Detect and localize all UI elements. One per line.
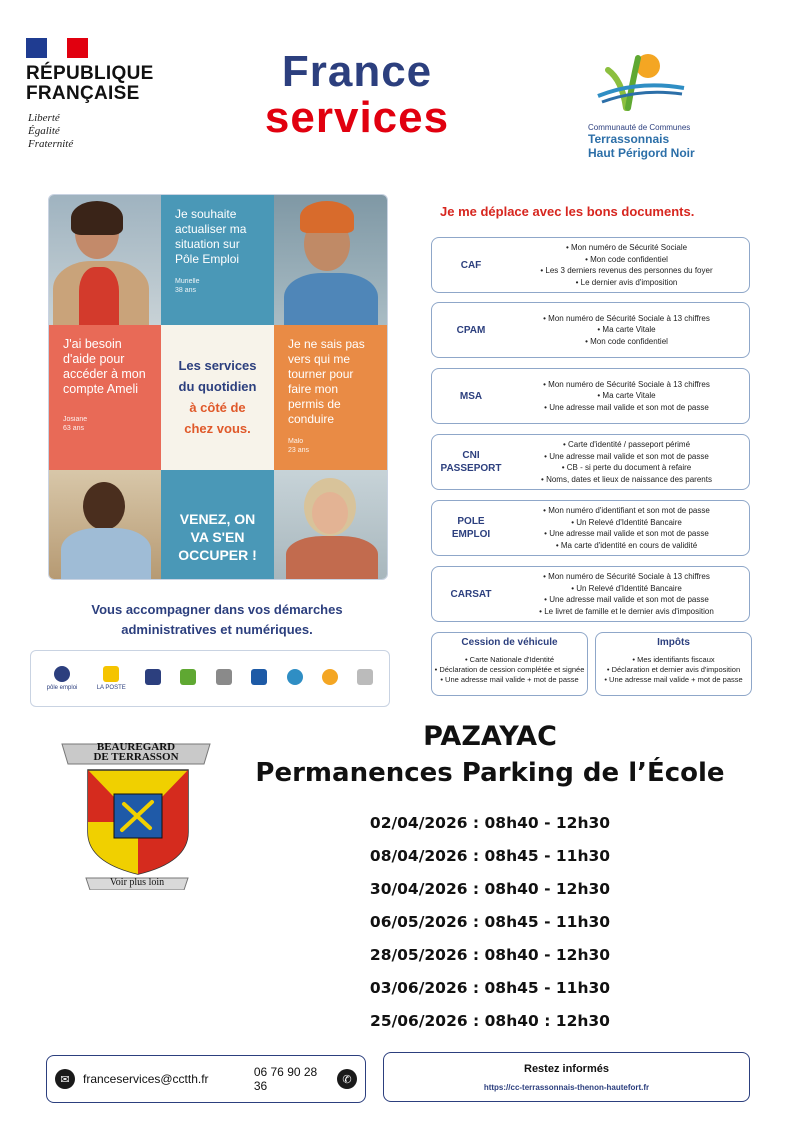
french-flag-logo <box>26 38 88 58</box>
permanences-title: Permanences Parking de l’École <box>255 758 725 788</box>
partner-pole-emploi: pôle emploi <box>47 666 78 691</box>
contact-phone[interactable]: 06 76 90 28 36 <box>253 1065 318 1093</box>
doc-section-msa: MSA • Mon numéro de Sécurité Sociale à 13 chiffres • Ma carte Vitale • Une adresse mail valide et son mot de passe <box>431 368 750 424</box>
date-entry: 03/06/2026 : 08h45 - 11h30 <box>369 979 611 997</box>
partner-logo-9 <box>357 669 373 688</box>
contact-box <box>46 1055 366 1103</box>
republique-francaise-title: RÉPUBLIQUE FRANÇAISE <box>26 63 154 104</box>
france-services-logo: France services <box>264 47 450 142</box>
info-box <box>383 1052 750 1102</box>
cc-name-line1: Terrassonnais <box>588 132 670 146</box>
partner-logo-3 <box>145 669 161 688</box>
date-entry: 06/05/2026 : 08h45 - 11h30 <box>369 913 611 931</box>
date-entry: 30/04/2026 : 08h40 - 12h30 <box>369 880 611 898</box>
partners-logos <box>30 650 390 707</box>
doc-section-cni-passeport: CNI PASSEPORT • Carte d'identité / passeport périmé • Une adresse mail valide et son mot de passe • CB - si perte du document à refaire • Noms, dates et lieux de naissance des parents <box>431 434 750 490</box>
cc-subtitle: Communauté de Communes <box>588 123 691 132</box>
photo-man-glasses <box>49 470 161 579</box>
doc-section-cpam: CPAM • Mon numéro de Sécurité Sociale à 13 chiffres • Ma carte Vitale • Mon code confidentiel <box>431 302 750 358</box>
tile-murielle: Je souhaite actualiser ma situation sur Pôle Emploi Murielle 38 ans <box>161 195 274 325</box>
cc-name-line2: Haut Périgord Noir <box>588 146 695 160</box>
communaute-communes-logo <box>588 50 728 160</box>
doc-section-vehicule: Cession de véhicule • Carte Nationale d'Identité • Déclaration de cession complétée et signée • Une adresse mail valide + mot de passe <box>431 632 588 696</box>
partner-logo-6 <box>251 669 267 688</box>
doc-section-impots: Impôts • Mes identifiants fiscaux • Déclaration et dernier avis d'imposition • Une adresse mail valide + mot de passe <box>595 632 752 696</box>
documents-title: Je me déplace avec les bons documents. <box>440 204 695 219</box>
tile-cta: VENEZ, ON VA S'EN OCCUPER ! <box>161 470 274 579</box>
france-services-poster <box>48 194 388 580</box>
contact-email[interactable]: franceservices@cctth.fr <box>83 1072 209 1086</box>
tile-josiane: J'ai besoin d'aide pour accéder à mon compte Ameli Josiane 63 ans <box>49 325 161 470</box>
town-title: PAZAYAC <box>423 721 557 752</box>
phone-icon: ✆ <box>337 1069 357 1089</box>
doc-section-carsat: CARSAT • Mon numéro de Sécurité Sociale à 13 chiffres • Un Relevé d'Identité Bancaire • Une adresse mail valide et son mot de passe • Le livret de famille et le dernier avis d'imposition <box>431 566 750 622</box>
partner-logo-7 <box>287 669 303 688</box>
mail-icon: ✉ <box>55 1069 75 1089</box>
photo-woman-glasses <box>274 470 387 579</box>
date-entry: 25/06/2026 : 08h40 : 12h30 <box>370 1012 610 1030</box>
partner-logo-8 <box>322 669 338 688</box>
date-entry: 02/04/2026 : 08h40 - 12h30 <box>369 814 611 832</box>
dates-list <box>330 811 650 1042</box>
photo-man-beanie <box>274 195 387 325</box>
doc-section-pole-emploi: POLE EMPLOI • Mon numéro d'identifiant et son mot de passe • Un Relevé d'Identité Bancaire • Une adresse mail valide et son mot de passe • Ma carte d'identité en cours de validité <box>431 500 750 556</box>
tagline: Vous accompagner dans vos démarches administratives et numériques. <box>91 602 343 637</box>
sun-swoosh-icon <box>588 50 688 112</box>
date-entry: 28/05/2026 : 08h40 - 12h30 <box>369 946 611 964</box>
date-entry: 08/04/2026 : 08h45 - 11h30 <box>369 847 611 865</box>
partner-logo-5 <box>216 669 232 688</box>
doc-section-caf: CAF • Mon numéro de Sécurité Sociale • Mon code confidentiel • Les 3 derniers revenus des personnes du foyer • Le dernier avis d'imposition <box>431 237 750 293</box>
beauregard-coat-of-arms <box>56 740 216 890</box>
tile-malo: Je ne sais pas vers qui me tourner pour faire mon permis de conduire Malo 23 ans <box>274 325 387 470</box>
photo-murielle <box>49 195 161 325</box>
tile-services-quotidien: Les services du quotidien à côté de chez vous. <box>161 325 274 470</box>
website-link[interactable]: https://cc-terrassonnais-thenon-hautefort.fr <box>483 1083 650 1092</box>
crest-motto: Voir plus loin <box>109 877 165 888</box>
crest-banner: BEAUREGARD DE TERRASSON <box>93 741 179 763</box>
republique-motto: Liberté Égalité Fraternité <box>28 112 74 150</box>
info-title: Restez informés <box>524 1063 609 1075</box>
partner-logo-4 <box>180 669 196 688</box>
partner-la-poste: LA POSTE <box>97 666 126 691</box>
